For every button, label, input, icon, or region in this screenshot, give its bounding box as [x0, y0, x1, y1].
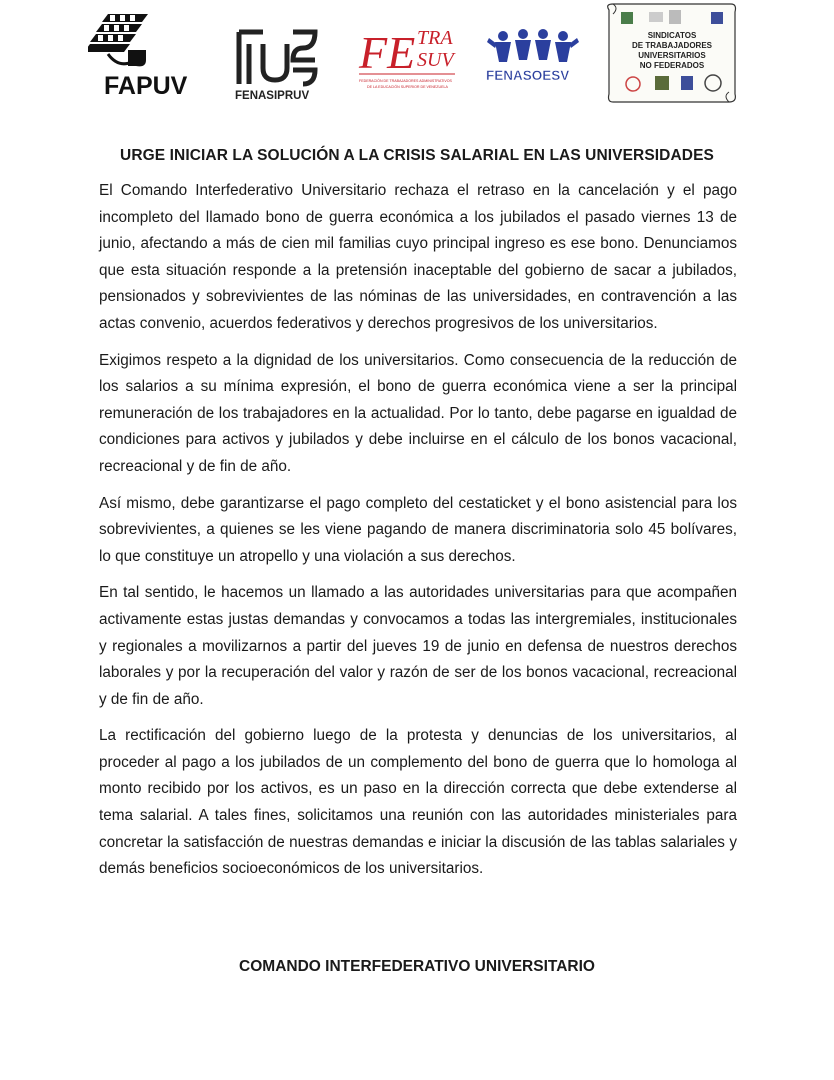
paragraph-5: La rectificación del gobierno luego de la protesta y denuncias de los universitarios, al proceder al pago a los jubilados de un complemento del bono de guerra que lo homologa al monto recibido por los activos, es un paso en la dirección correcta que debe extenderse al tema salarial. A tales fines, solicitamos una reunión con las autoridades ministeriales para concretar la satisfacción de nuestras demandas e iniciar la discusión de las tablas salariales y demás beneficios socioeconómicos de los universitarios.	[99, 727, 737, 878]
sindicatos-line2: DE TRABAJADORES	[631, 41, 713, 50]
fenasoesv-logo	[483, 28, 583, 98]
document-title: URGE INICIAR LA SOLUCIÓN A LA CRISIS SALARIAL EN LAS UNIVERSIDADES	[120, 147, 714, 164]
fapuv-logo	[88, 10, 216, 102]
paragraph-2: Exigimos respeto a la dignidad de los universitarios. Como consecuencia de la reducción de los salarios a su mínima expresión, el bono de guerra económica viene a ser la principal remuneración de los trabajadores en la actualidad. Por lo tanto, debe pagarse en igualdad de condiciones para activos y jubilados y debe incluirse en el cálculo de los bonos vacacional, recreacional y de fin de año.	[99, 351, 737, 475]
sindicatos-line4: NO FEDERADOS	[639, 61, 705, 70]
sindicatos-line3: UNIVERSITARIOS	[638, 51, 706, 60]
paragraph-4: En tal sentido, le hacemos un llamado a las autoridades universitarias para que acompañen activamente estas justas demandas y convocamos a todas las intergremiales, institucionales y regionales a movilizarnos a partir del jueves 19 de junio en defensa de nuestros derechos laborales y por la recuperación del valor y razón de ser de los bonos vacacional, recreacional y de fin de año.	[99, 584, 737, 708]
fetrasuv-emblem-icon	[357, 22, 459, 98]
paragraph-3: Así mismo, debe garantizarse el pago completo del cestaticket y el bono asistencial para los sobrevivientes, a quienes se les viene pagando de manera discriminatoria solo 45 bolívares, lo que constituye un atropello y una violación a sus derechos.	[99, 494, 737, 565]
fenasipruv-label: FENASIPRUV	[235, 90, 310, 102]
fetrasuv-tra: TRA	[417, 27, 453, 49]
fenasoesv-emblem-icon	[483, 28, 583, 98]
document-signature: COMANDO INTERFEDERATIVO UNIVERSITARIO	[239, 958, 595, 975]
sindicatos-line1: SINDICATOS	[647, 31, 697, 40]
fapuv-label: FAPUV	[104, 72, 188, 100]
fenasipruv-logo	[233, 24, 323, 102]
fapuv-emblem-icon	[88, 10, 216, 102]
fetrasuv-suv: SUV	[417, 49, 454, 71]
paragraph-1: El Comando Interfederativo Universitario rechaza el retraso en la cancelación y el pago incompleto del llamado bono de guerra económica a los jubilados el pasado viernes 13 de junio, afectando a más de cien mil familias cuyo principal ingreso es ese bono. Denunciamos que esta situación responde a la pretensión inaceptable del gobierno de sacar a jubilados, pensionados y sobrevivientes de las nóminas de las universidades, en contravención a las actas convenio, acuerdos federativos y derechos progresivos de los universitarios.	[99, 182, 737, 332]
fetrasuv-subtitle-1: FEDERACIÓN DE TRABAJADORES ADMINISTRATIVOS	[359, 79, 452, 83]
fetrasuv-subtitle-2: DE LA EDUCACIÓN SUPERIOR DE VENEZUELA	[367, 85, 448, 89]
fenasoesv-label: FENASOESV	[486, 68, 570, 83]
fetrasuv-fe: FE	[359, 27, 416, 78]
fenasipruv-emblem-icon	[233, 24, 323, 102]
fetrasuv-logo	[357, 22, 459, 98]
document-body	[99, 178, 737, 893]
sindicatos-scroll-icon	[603, 2, 741, 104]
sindicatos-logo	[603, 2, 741, 104]
